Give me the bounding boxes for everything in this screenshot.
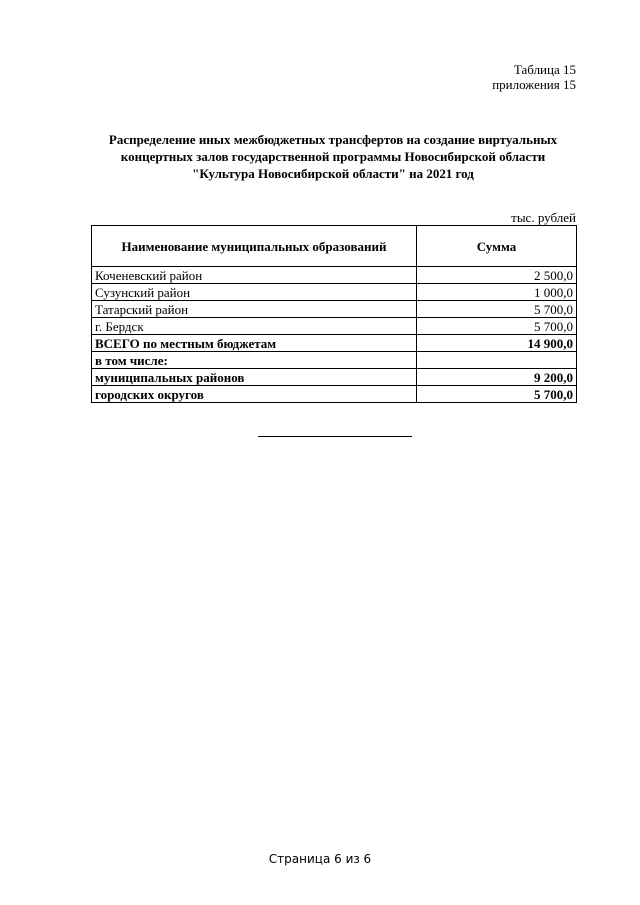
unit-label: тыс. рублей — [511, 210, 576, 225]
total-row — [92, 335, 577, 352]
table-number: Таблица 15 — [513, 62, 576, 77]
row-name: в том числе: — [92, 352, 417, 369]
transfers-table — [91, 225, 577, 403]
document-title — [90, 131, 576, 182]
table-row — [92, 301, 577, 318]
row-amount — [417, 352, 577, 369]
table-header-row — [92, 226, 577, 267]
row-name: Татарский район — [92, 301, 417, 318]
table-row — [92, 267, 577, 284]
subheading-row — [92, 352, 577, 369]
row-name: Коченевский район — [92, 267, 417, 284]
separator-line — [258, 436, 412, 437]
row-amount: 5 700,0 — [417, 386, 577, 403]
row-amount: 14 900,0 — [417, 335, 577, 352]
appendix-number: приложения 15 — [492, 77, 576, 92]
row-amount: 2 500,0 — [417, 267, 577, 284]
row-name: г. Бердск — [92, 318, 417, 335]
row-name: муниципальных районов — [92, 369, 417, 386]
row-amount: 9 200,0 — [417, 369, 577, 386]
header-amount: Сумма — [417, 226, 577, 267]
row-name: Сузунский район — [92, 284, 417, 301]
row-amount: 5 700,0 — [417, 301, 577, 318]
row-amount: 5 700,0 — [417, 318, 577, 335]
title-line-2: концертных залов государственной программы Новосибирской области — [120, 149, 546, 164]
row-amount: 1 000,0 — [417, 284, 577, 301]
table-reference — [492, 62, 576, 92]
subtotal-row — [92, 386, 577, 403]
title-line-1: Распределение иных межбюджетных трансфертов на создание виртуальных — [108, 132, 558, 147]
title-line-3: "Культура Новосибирской области" на 2021 год — [192, 166, 474, 181]
page-number: Страница 6 из 6 — [268, 852, 372, 866]
table-row — [92, 284, 577, 301]
row-name: городских округов — [92, 386, 417, 403]
row-name: ВСЕГО по местным бюджетам — [92, 335, 417, 352]
table-row — [92, 318, 577, 335]
header-name: Наименование муниципальных образований — [92, 226, 417, 267]
subtotal-row — [92, 369, 577, 386]
